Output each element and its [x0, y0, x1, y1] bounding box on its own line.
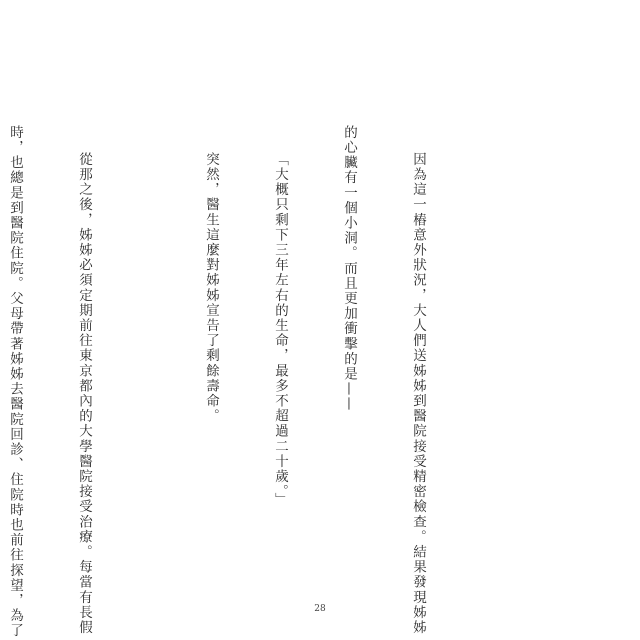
page-number: 28	[314, 604, 326, 614]
text-line: 因為這一樁意外狀況，大人們送姊姊到醫院接受精密檢查。結果發現姊姊	[410, 152, 426, 636]
text-line: 時，也總是到醫院住院。父母帶著姊姊去醫院回診、住院時也前往探望，為了	[7, 125, 23, 639]
text-line: 的心臟有一個小洞。而且更加衝擊的是——	[341, 125, 357, 412]
text-line: 從那之後，姊姊必須定期前往東京都內的大學醫院接受治療。每當有長假	[76, 152, 92, 636]
text-line: 「大概只剩下三年左右的生命，最多不超過二十歲。」	[272, 152, 288, 508]
paragraph-gap	[141, 125, 153, 585]
text-line: 突然，醫生這麼對姊姊宣告了剩餘壽命。	[203, 152, 219, 424]
